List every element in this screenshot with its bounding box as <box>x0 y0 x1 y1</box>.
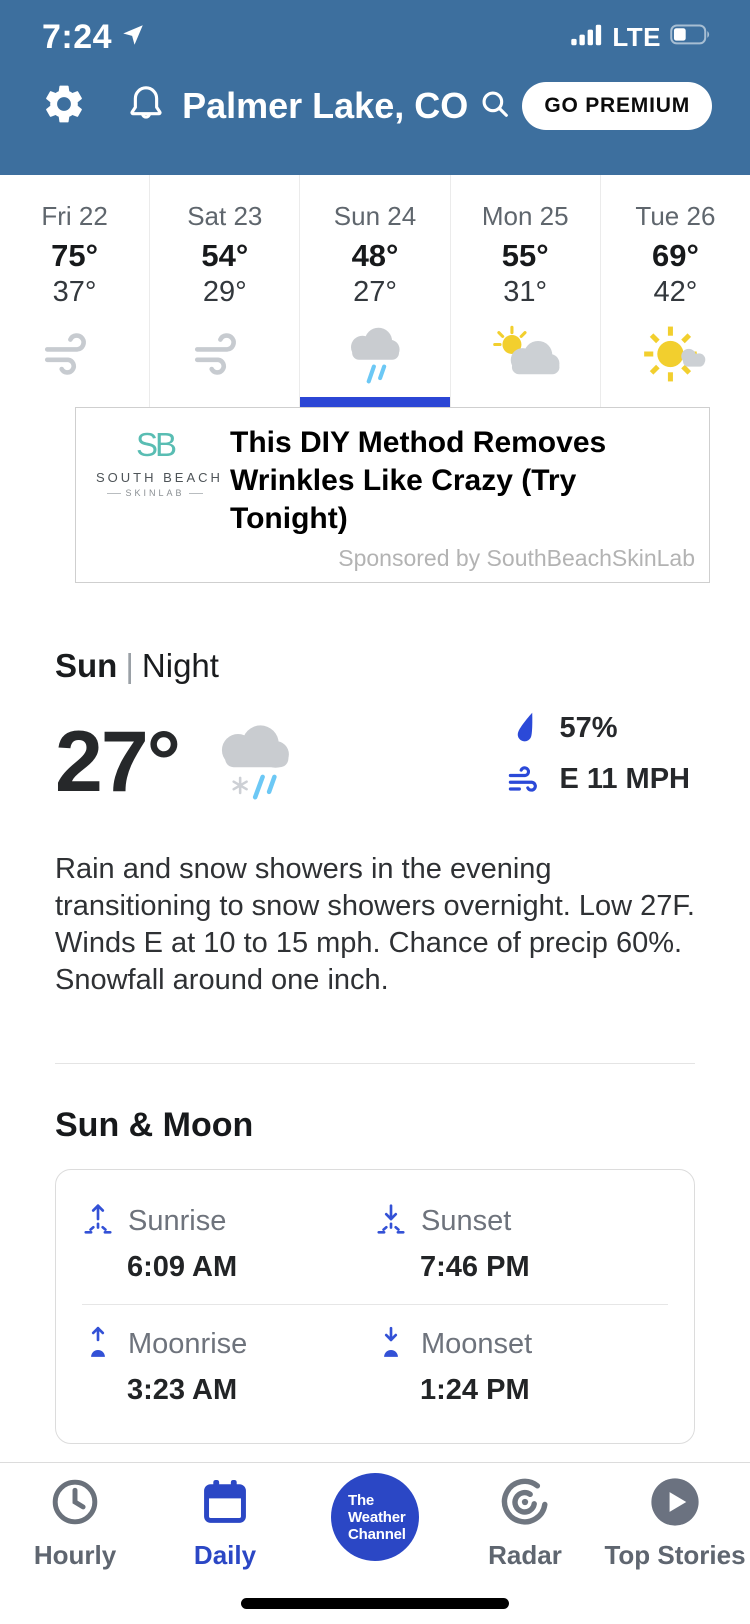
sunset-cell <box>375 1196 668 1298</box>
tab-radar[interactable] <box>452 1475 598 1571</box>
high-temp: 69° <box>651 238 699 273</box>
sunset-time: 7:46 PM <box>420 1251 530 1283</box>
low-temp: 27° <box>353 276 397 308</box>
high-temp: 55° <box>501 238 549 273</box>
radar-icon <box>498 1475 552 1534</box>
detail-period: Night <box>141 647 219 684</box>
detail-separator: | <box>125 647 134 684</box>
wind-icon <box>38 318 112 390</box>
status-bar <box>0 0 750 56</box>
twc-logo-line: Channel <box>348 1525 406 1543</box>
daily-forecast-strip <box>0 175 750 407</box>
advertiser-monogram: SB <box>135 426 175 463</box>
section-divider <box>55 1063 695 1064</box>
sun-moon-card <box>55 1169 695 1444</box>
high-temp: 75° <box>51 238 99 273</box>
advertiser-logo <box>96 422 223 538</box>
status-time: 7:24 <box>42 17 113 56</box>
rain-cloud-icon <box>337 318 413 390</box>
location-selector[interactable] <box>172 85 522 127</box>
nav-label: Daily <box>193 1540 257 1570</box>
detail-heading <box>55 647 700 685</box>
selected-day-indicator <box>300 397 450 407</box>
battery-icon <box>670 24 712 50</box>
sun-moon-section <box>0 1106 750 1444</box>
sunrise-icon <box>82 1202 114 1241</box>
go-premium-button[interactable]: GO PREMIUM <box>522 82 712 130</box>
high-temp: 54° <box>201 238 249 273</box>
wind-value: E 11 MPH <box>559 763 690 795</box>
forecast-temp: 27° <box>55 714 180 810</box>
settings-button[interactable] <box>38 80 90 132</box>
sunrise-cell <box>82 1196 375 1298</box>
moonrise-time: 3:23 AM <box>127 1374 238 1406</box>
low-temp: 42° <box>653 276 698 308</box>
forecast-description: Rain and snow showers in the evening transitioning to snow showers overnight. Low 27F. Winds E at 10 to 15 mph. Chance of precip 60%. Snowfall around one inch. <box>55 853 695 996</box>
forecast-stats <box>507 709 690 796</box>
signal-strength-icon <box>571 24 603 51</box>
notifications-button[interactable] <box>120 80 172 132</box>
day-label: Tue 26 <box>635 201 716 231</box>
nav-label: Top Stories <box>604 1540 746 1570</box>
ad-headline[interactable]: This DIY Method Removes Wrinkles Like Crazy (Try Tonight) <box>230 426 607 535</box>
day-label: Fri 22 <box>41 201 108 231</box>
day-label: Mon 25 <box>481 201 569 231</box>
day-column-sun[interactable] <box>299 175 449 407</box>
search-icon[interactable] <box>478 87 512 126</box>
high-temp: 48° <box>351 238 399 273</box>
current-conditions <box>55 703 700 821</box>
sun-moon-title: Sun & Moon <box>55 1106 254 1144</box>
home-indicator <box>241 1598 509 1609</box>
mostly-sunny-icon <box>637 318 713 390</box>
moonset-icon <box>375 1325 407 1364</box>
wind-icon <box>188 318 262 390</box>
app-header <box>0 0 750 175</box>
card-divider <box>82 1304 668 1305</box>
moonrise-icon <box>82 1325 114 1364</box>
sunrise-time: 6:09 AM <box>127 1251 238 1283</box>
moonrise-label: Moonrise <box>128 1328 248 1360</box>
network-type-label: LTE <box>612 21 661 52</box>
moonset-cell <box>375 1319 668 1421</box>
location-arrow-icon <box>120 22 146 53</box>
moonset-label: Moonset <box>421 1328 533 1360</box>
twc-logo-line: Weather <box>348 1508 406 1526</box>
partly-cloudy-icon <box>487 318 563 390</box>
raindrop-icon <box>507 709 543 747</box>
twc-logo-button[interactable] <box>302 1475 448 1561</box>
day-column-mon[interactable] <box>450 175 600 407</box>
clock-icon <box>48 1475 102 1534</box>
detail-day: Sun <box>55 647 118 684</box>
advertiser-brand-name: SOUTH BEACH <box>96 470 223 485</box>
gear-icon <box>41 81 87 132</box>
sunset-icon <box>375 1202 407 1241</box>
bell-icon <box>124 81 168 132</box>
ad-sponsored-label: Sponsored by SouthBeachSkinLab <box>338 545 695 571</box>
low-temp: 31° <box>503 276 548 308</box>
day-label: Sun 24 <box>333 201 417 231</box>
sunset-label: Sunset <box>421 1205 512 1237</box>
low-temp: 37° <box>52 276 97 308</box>
moonrise-cell <box>82 1319 375 1421</box>
snow-rain-cloud-icon <box>201 719 305 814</box>
tab-hourly[interactable] <box>2 1475 148 1571</box>
calendar-icon <box>198 1475 252 1534</box>
day-column-sat[interactable] <box>149 175 299 407</box>
moonset-time: 1:24 PM <box>420 1374 530 1406</box>
day-label: Sat 23 <box>187 201 263 231</box>
twc-logo-line: The <box>348 1491 375 1509</box>
play-circle-icon <box>648 1475 702 1534</box>
twc-logo <box>331 1473 419 1561</box>
sunrise-label: Sunrise <box>128 1205 227 1237</box>
precip-value: 57% <box>559 711 618 744</box>
tab-daily[interactable] <box>152 1475 298 1571</box>
nav-label: Radar <box>488 1540 562 1570</box>
low-temp: 29° <box>202 276 247 308</box>
tab-top-stories[interactable] <box>602 1475 748 1571</box>
day-column-fri[interactable] <box>0 175 149 407</box>
sponsored-ad-card[interactable] <box>75 407 710 583</box>
detail-section <box>0 647 750 999</box>
wind-stat <box>507 763 690 796</box>
day-column-tue[interactable] <box>600 175 750 407</box>
wind-blue-icon <box>507 765 543 795</box>
advertiser-brand-sub: SKINLAB <box>96 488 214 498</box>
precip-stat <box>507 709 690 747</box>
nav-label: Hourly <box>33 1540 117 1570</box>
page-title: Palmer Lake, CO <box>182 85 469 126</box>
